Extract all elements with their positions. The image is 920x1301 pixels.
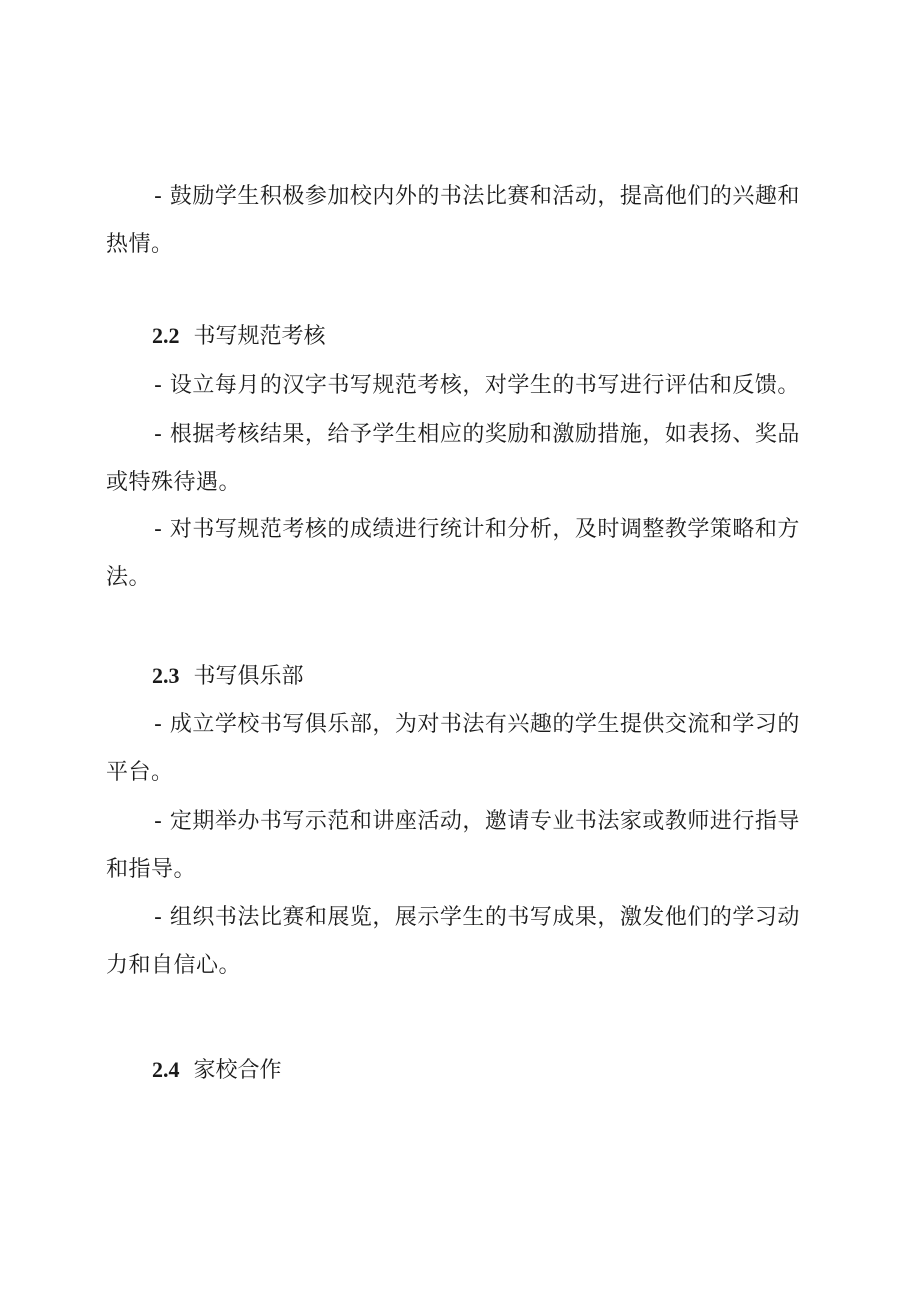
section-number: 2.4 xyxy=(152,1057,180,1082)
paragraph-lectures: - 定期举办书写示范和讲座活动，邀请专业书法家或教师进行指导和指导。 xyxy=(106,809,800,882)
section-number: 2.3 xyxy=(152,663,180,688)
paragraph-monthly-assessment: - 设立每月的汉字书写规范考核，对学生的书写进行评估和反馈。 xyxy=(154,373,800,398)
section-title: 家校合作 xyxy=(193,1058,282,1083)
section-number: 2.2 xyxy=(152,323,180,348)
section-title: 书写俱乐部 xyxy=(193,664,304,689)
section-heading-2-3 xyxy=(152,656,304,697)
paragraph-club: - 成立学校书写俱乐部，为对书法有兴趣的学生提供交流和学习的平台。 xyxy=(106,712,800,785)
paragraph-exhibitions: - 组织书法比赛和展览，展示学生的书写成果，激发他们的学习动力和自信心。 xyxy=(106,905,800,978)
paragraph-statistics: - 对书写规范考核的成绩进行统计和分析，及时调整教学策略和方法。 xyxy=(106,517,800,590)
section-heading-2-4 xyxy=(152,1050,282,1091)
paragraph-competitions: - 鼓励学生积极参加校内外的书法比赛和活动，提高他们的兴趣和热情。 xyxy=(106,184,800,257)
section-heading-2-2 xyxy=(152,316,326,357)
section-title: 书写规范考核 xyxy=(193,324,326,349)
paragraph-rewards: - 根据考核结果，给予学生相应的奖励和激励措施，如表扬、奖品或特殊待遇。 xyxy=(106,422,800,495)
